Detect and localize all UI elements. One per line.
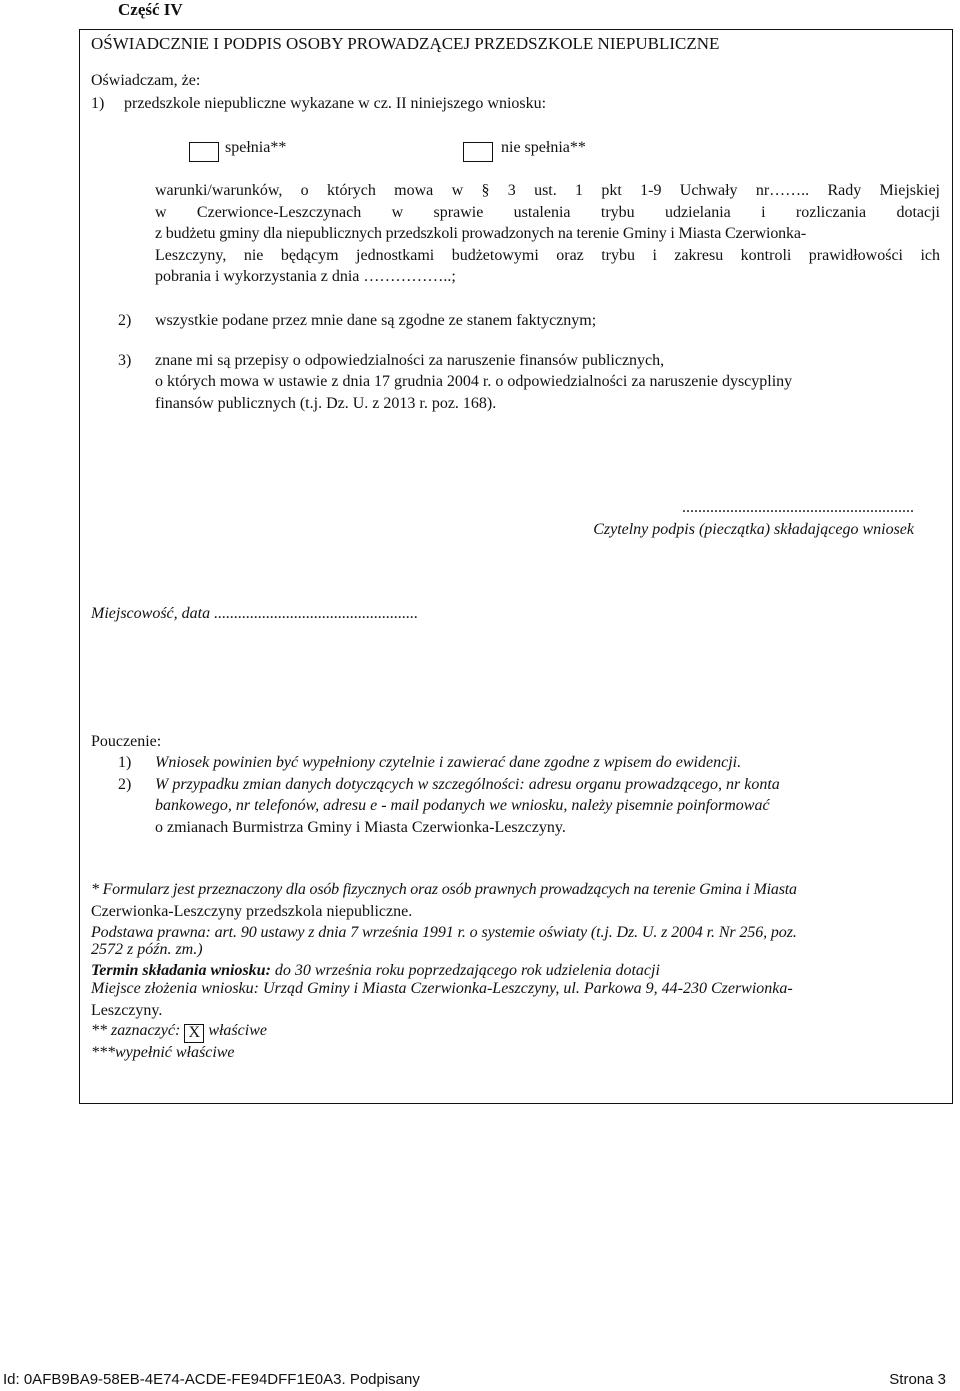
fill-instruction: ***wypełnić właściwe: [91, 1044, 235, 1061]
item3-line: o których mowa w ustawie z dnia 17 grudnia 2004 r. o odpowiedzialności za naruszenie dyscypliny: [155, 373, 793, 390]
mark-suffix: właściwe: [208, 1022, 267, 1039]
meets-checkbox[interactable]: [189, 142, 219, 162]
instruction-1-text: Wniosek powinien być wypełniony czytelnie i zawierać dane zgodne z wpisem do ewidencji.: [155, 754, 742, 771]
item3-line: znane mi są przepisy o odpowiedzialności za naruszenie finansów publicznych,: [155, 352, 665, 369]
item1-text: przedszkole niepubliczne wykazane w cz. II niniejszego wniosku:: [124, 95, 547, 112]
declaration-heading: OŚWIADCZNIE I PODPIS OSOBY PROWADZĄCEJ PRZEDSZKOLE NIEPUBLICZNE: [91, 34, 720, 53]
item2-number: 2): [118, 312, 132, 329]
form-note-line: Czerwionka-Leszczyny przedszkola niepubliczne.: [91, 903, 413, 920]
mark-instruction-line: [91, 1020, 267, 1043]
intro-text: Oświadczam, że:: [91, 72, 201, 89]
legal-basis-line: Podstawa prawna: art. 90 ustawy z dnia 7 września 1991 r. o systemie oświaty (t.j. Dz. U. z 2004 r. Nr 256, poz.: [91, 924, 797, 941]
deadline-text: do 30 września roku poprzedzającego rok udzielenia dotacji: [270, 962, 660, 979]
signature-dots: ..........................................................: [682, 499, 914, 516]
instruction-2-line: W przypadku zmian danych dotyczących w szczególności: adresu organu prowadzącego, nr konta: [155, 776, 780, 793]
instruction-2-line: bankowego, nr telefonów, adresu e - mail podanych we wniosku, należy pisemnie poinformować: [155, 797, 770, 814]
instruction-2-number: 2): [118, 776, 132, 793]
item1-line: warunki/warunków, o których mowa w § 3 ust. 1 pkt 1-9 Uchwały nr…….. Rady Miejskiej: [155, 182, 940, 199]
submission-place-line: Leszczyny.: [91, 1002, 163, 1019]
place-date-label: Miejscowość, data ...................................................: [91, 605, 419, 622]
mark-prefix: ** zaznaczyć:: [91, 1022, 181, 1039]
instruction-title: Pouczenie:: [91, 733, 162, 750]
item3-line: finansów publicznych (t.j. Dz. U. z 2013 r. poz. 168).: [155, 395, 497, 412]
item2-text: wszystkie podane przez mnie dane są zgodne ze stanem faktycznym;: [155, 312, 597, 329]
not-meets-checkbox[interactable]: [463, 142, 493, 162]
item1-line: z budżetu gminy dla niepublicznych przedszkoli prowadzonych na terenie Gminy i Miasta Czerwionka-: [155, 225, 807, 242]
not-meets-label: nie spełnia**: [501, 139, 586, 156]
item1-line: Leszczyny, nie będącym jednostkami budżetowymi oraz trybu i zakresu kontroli prawidłowości ich: [155, 247, 940, 264]
footer-page-number: Strona 3: [889, 1371, 946, 1388]
instruction-1-number: 1): [118, 754, 132, 771]
item1-number: 1): [91, 95, 105, 112]
item3-number: 3): [118, 352, 132, 369]
meets-label: spełnia**: [225, 139, 287, 156]
form-note-line: * Formularz jest przeznaczony dla osób fizycznych oraz osób prawnych prowadzących na terenie Gmina i Miasta: [91, 881, 797, 898]
signature-label: Czytelny podpis (pieczątka) składającego wniosek: [593, 521, 914, 538]
checked-box-example: X: [184, 1024, 204, 1043]
item1-line: pobrania i wykorzystania z dnia ……………..;: [155, 268, 456, 285]
part-title: Część IV: [118, 0, 183, 19]
legal-basis-line: 2572 z późn. zm.): [91, 941, 203, 958]
item1-line: w Czerwionce-Leszczynach w sprawie ustalenia trybu udzielania i rozliczania dotacji: [155, 204, 940, 221]
instruction-2-line: o zmianach Burmistrza Gminy i Miasta Czerwionka-Leszczyny.: [155, 819, 566, 836]
footer-id: Id: 0AFB9BA9-58EB-4E74-ACDE-FE94DFF1E0A3. Podpisany: [3, 1371, 420, 1388]
deadline-label: Termin składania wniosku:: [91, 962, 271, 979]
submission-place-line: Miejsce złożenia wniosku: Urząd Gminy i Miasta Czerwionka-Leszczyny, ul. Parkowa 9, 44-230 Czerwionka-: [91, 980, 793, 997]
